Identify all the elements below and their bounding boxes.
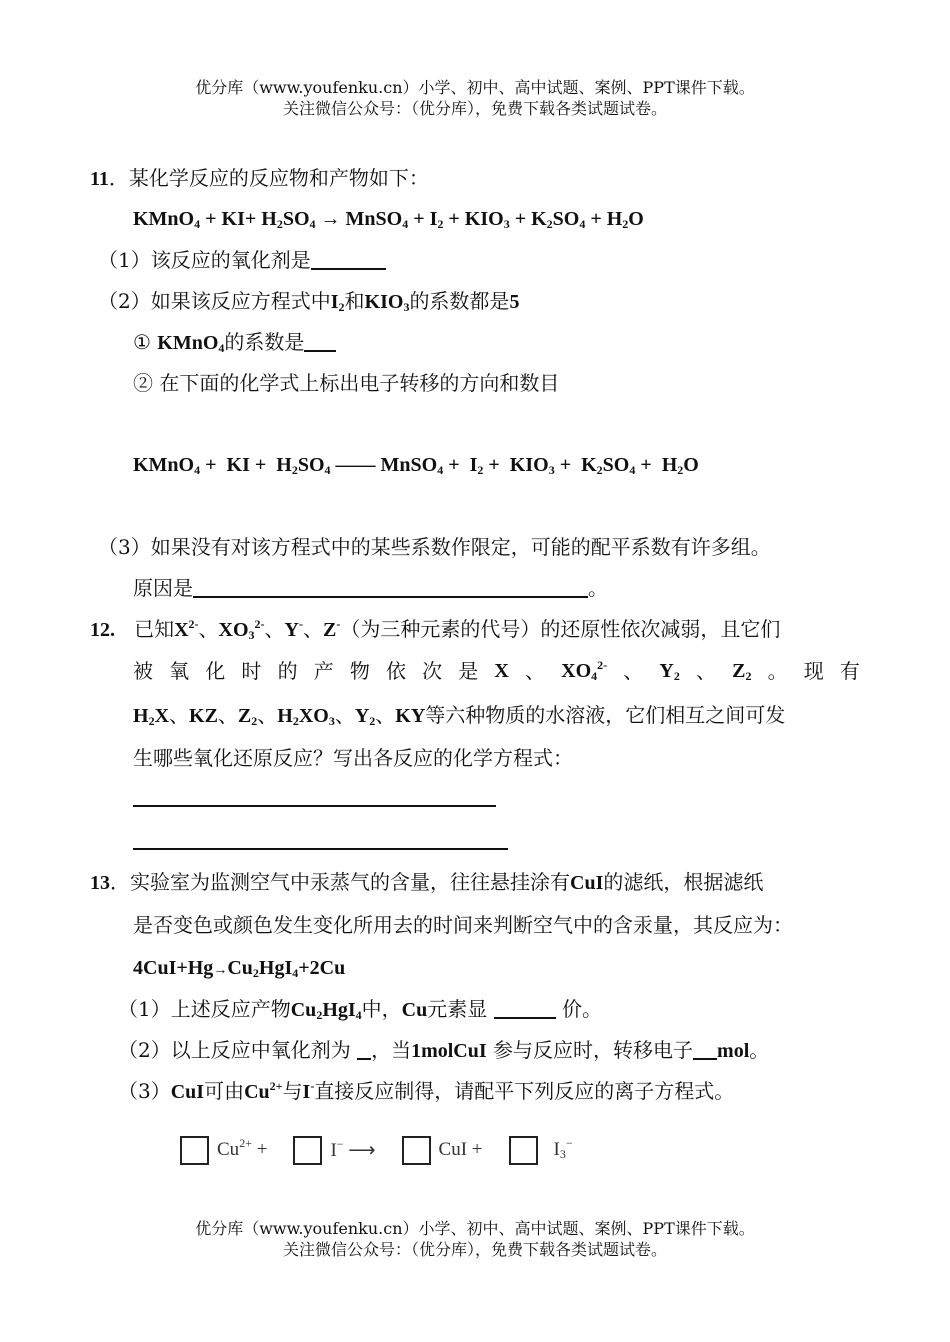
iodide-term: I− ⟶ bbox=[330, 1136, 376, 1161]
triiodide-term: $I_3^-$ bbox=[553, 1136, 573, 1161]
cu-ion-term: $Cu^{2+}$ + bbox=[217, 1136, 268, 1160]
q13-oxidizer-blank[interactable] bbox=[357, 1038, 371, 1060]
header-line-2: 关注微信公众号：（优分库），免费下载各类试题试卷。 bbox=[282, 99, 667, 118]
arrow-icon: ⟶ bbox=[348, 1139, 376, 1161]
q13-reaction: $4CuI+Hg\to Cu_2HgI_4+2Cu$ bbox=[133, 957, 346, 980]
q12-line2: 被 氧 化 时 的 产 物 依 次 是 X 、 $XO_4^{2-}$ 、 $Y_2$ 、 $Z_2$ 。 现 有 bbox=[133, 658, 860, 683]
q11-part3: （3）如果没有对该方程式中的某些系数作限定，可能的配平系数有许多组。 bbox=[98, 535, 771, 559]
coefficient-box-triiodide[interactable] bbox=[509, 1136, 538, 1165]
q11-part2-item2: ② 在下面的化学式上标出电子转移的方向和数目 bbox=[133, 371, 560, 395]
q11-reason-blank[interactable] bbox=[193, 576, 588, 598]
q11-part1: （1）该反应的氧化剂是 bbox=[98, 247, 386, 273]
q11-part1-answer-blank[interactable] bbox=[311, 248, 386, 270]
q13-part2: （2）以上反应中氧化剂为 ，当1molCuI 参与反应时，转移电子 mol。 bbox=[118, 1038, 770, 1062]
coefficient-box-cui[interactable] bbox=[402, 1136, 431, 1165]
q11-part2-item1: ① KMnO$_4$的系数是 bbox=[133, 329, 336, 356]
q12-answer-line-2[interactable] bbox=[133, 848, 508, 850]
q13-line2: 是否变色或颜色发生变化所用去的时间来判断空气中的含汞量，其反应为： bbox=[133, 913, 793, 937]
footer-line-2: 关注微信公众号：（优分库），免费下载各类试题试卷。 bbox=[282, 1240, 667, 1259]
q13-number: 13 bbox=[90, 872, 110, 894]
coefficient-box-cu-ion[interactable] bbox=[180, 1136, 209, 1165]
q13-line1: 13．实验室为监测空气中汞蒸气的含量，往往悬挂涂有CuI的滤纸，根据滤纸 bbox=[90, 870, 764, 894]
q11-stem: 11．某化学反应的反应物和产物如下： bbox=[90, 166, 429, 190]
q12-line1: 12. 已知$X^{2-}$、$XO_3^{2-}$、Y-、Z-（为三种元素的代号）的还原性依次减弱，且它们 bbox=[90, 617, 781, 642]
q12-line3: $H_2X$、KZ、$Z_2$、$H_2XO_3$、$Y_2$、KY等六种物质的水溶液，它们相互之间可发 bbox=[133, 703, 786, 728]
q13-valence-blank[interactable] bbox=[494, 997, 556, 1019]
q11-number: 11 bbox=[90, 168, 109, 190]
cui-term: CuI + bbox=[438, 1139, 483, 1160]
q11-kmno4-coefficient-blank[interactable] bbox=[304, 330, 336, 352]
q13-electron-blank[interactable] bbox=[693, 1038, 717, 1060]
q11-equation: KMnO$_4$ + $KI+ H_2SO_4$ → MnSO$_4$ + $I_2 + KIO_3 + K_2SO_4 + H_2O$ bbox=[133, 208, 644, 231]
footer-line-1: 优分库（www.youfenku.cn）小学、初中、高中试题、案例、PPT课件下载。 bbox=[195, 1219, 755, 1238]
header-line-1: 优分库（www.youfenku.cn）小学、初中、高中试题、案例、PPT课件下载。 bbox=[195, 78, 755, 97]
q11-part3-reason: 原因是 。 bbox=[133, 576, 608, 600]
q13-part3: （3）CuI可由$Cu^{2+}$与I-直接反应制得，请配平下列反应的离子方程式。 bbox=[118, 1079, 735, 1103]
coefficient-box-iodide[interactable] bbox=[293, 1136, 322, 1165]
q13-part1: （1）上述反应产物$Cu_2HgI_4$中，Cu元素显 价。 bbox=[118, 997, 602, 1022]
q12-answer-line-1[interactable] bbox=[133, 805, 496, 807]
q11-part2: （2）如果该反应方程式中$I_2$和$KIO_3$的系数都是5 bbox=[98, 289, 520, 314]
q11-equation-for-marking: KMnO$_4$ + KI + $H_2SO_4$ —— MnSO$_4$ + $I_2 + KIO_3 + K_2SO_4 + H_2O$ bbox=[133, 454, 699, 477]
q12-number: 12. bbox=[90, 619, 115, 641]
q12-line4: 生哪些氧化还原反应？写出各反应的化学方程式： bbox=[133, 746, 573, 770]
q13-ionic-equation bbox=[180, 1130, 573, 1170]
